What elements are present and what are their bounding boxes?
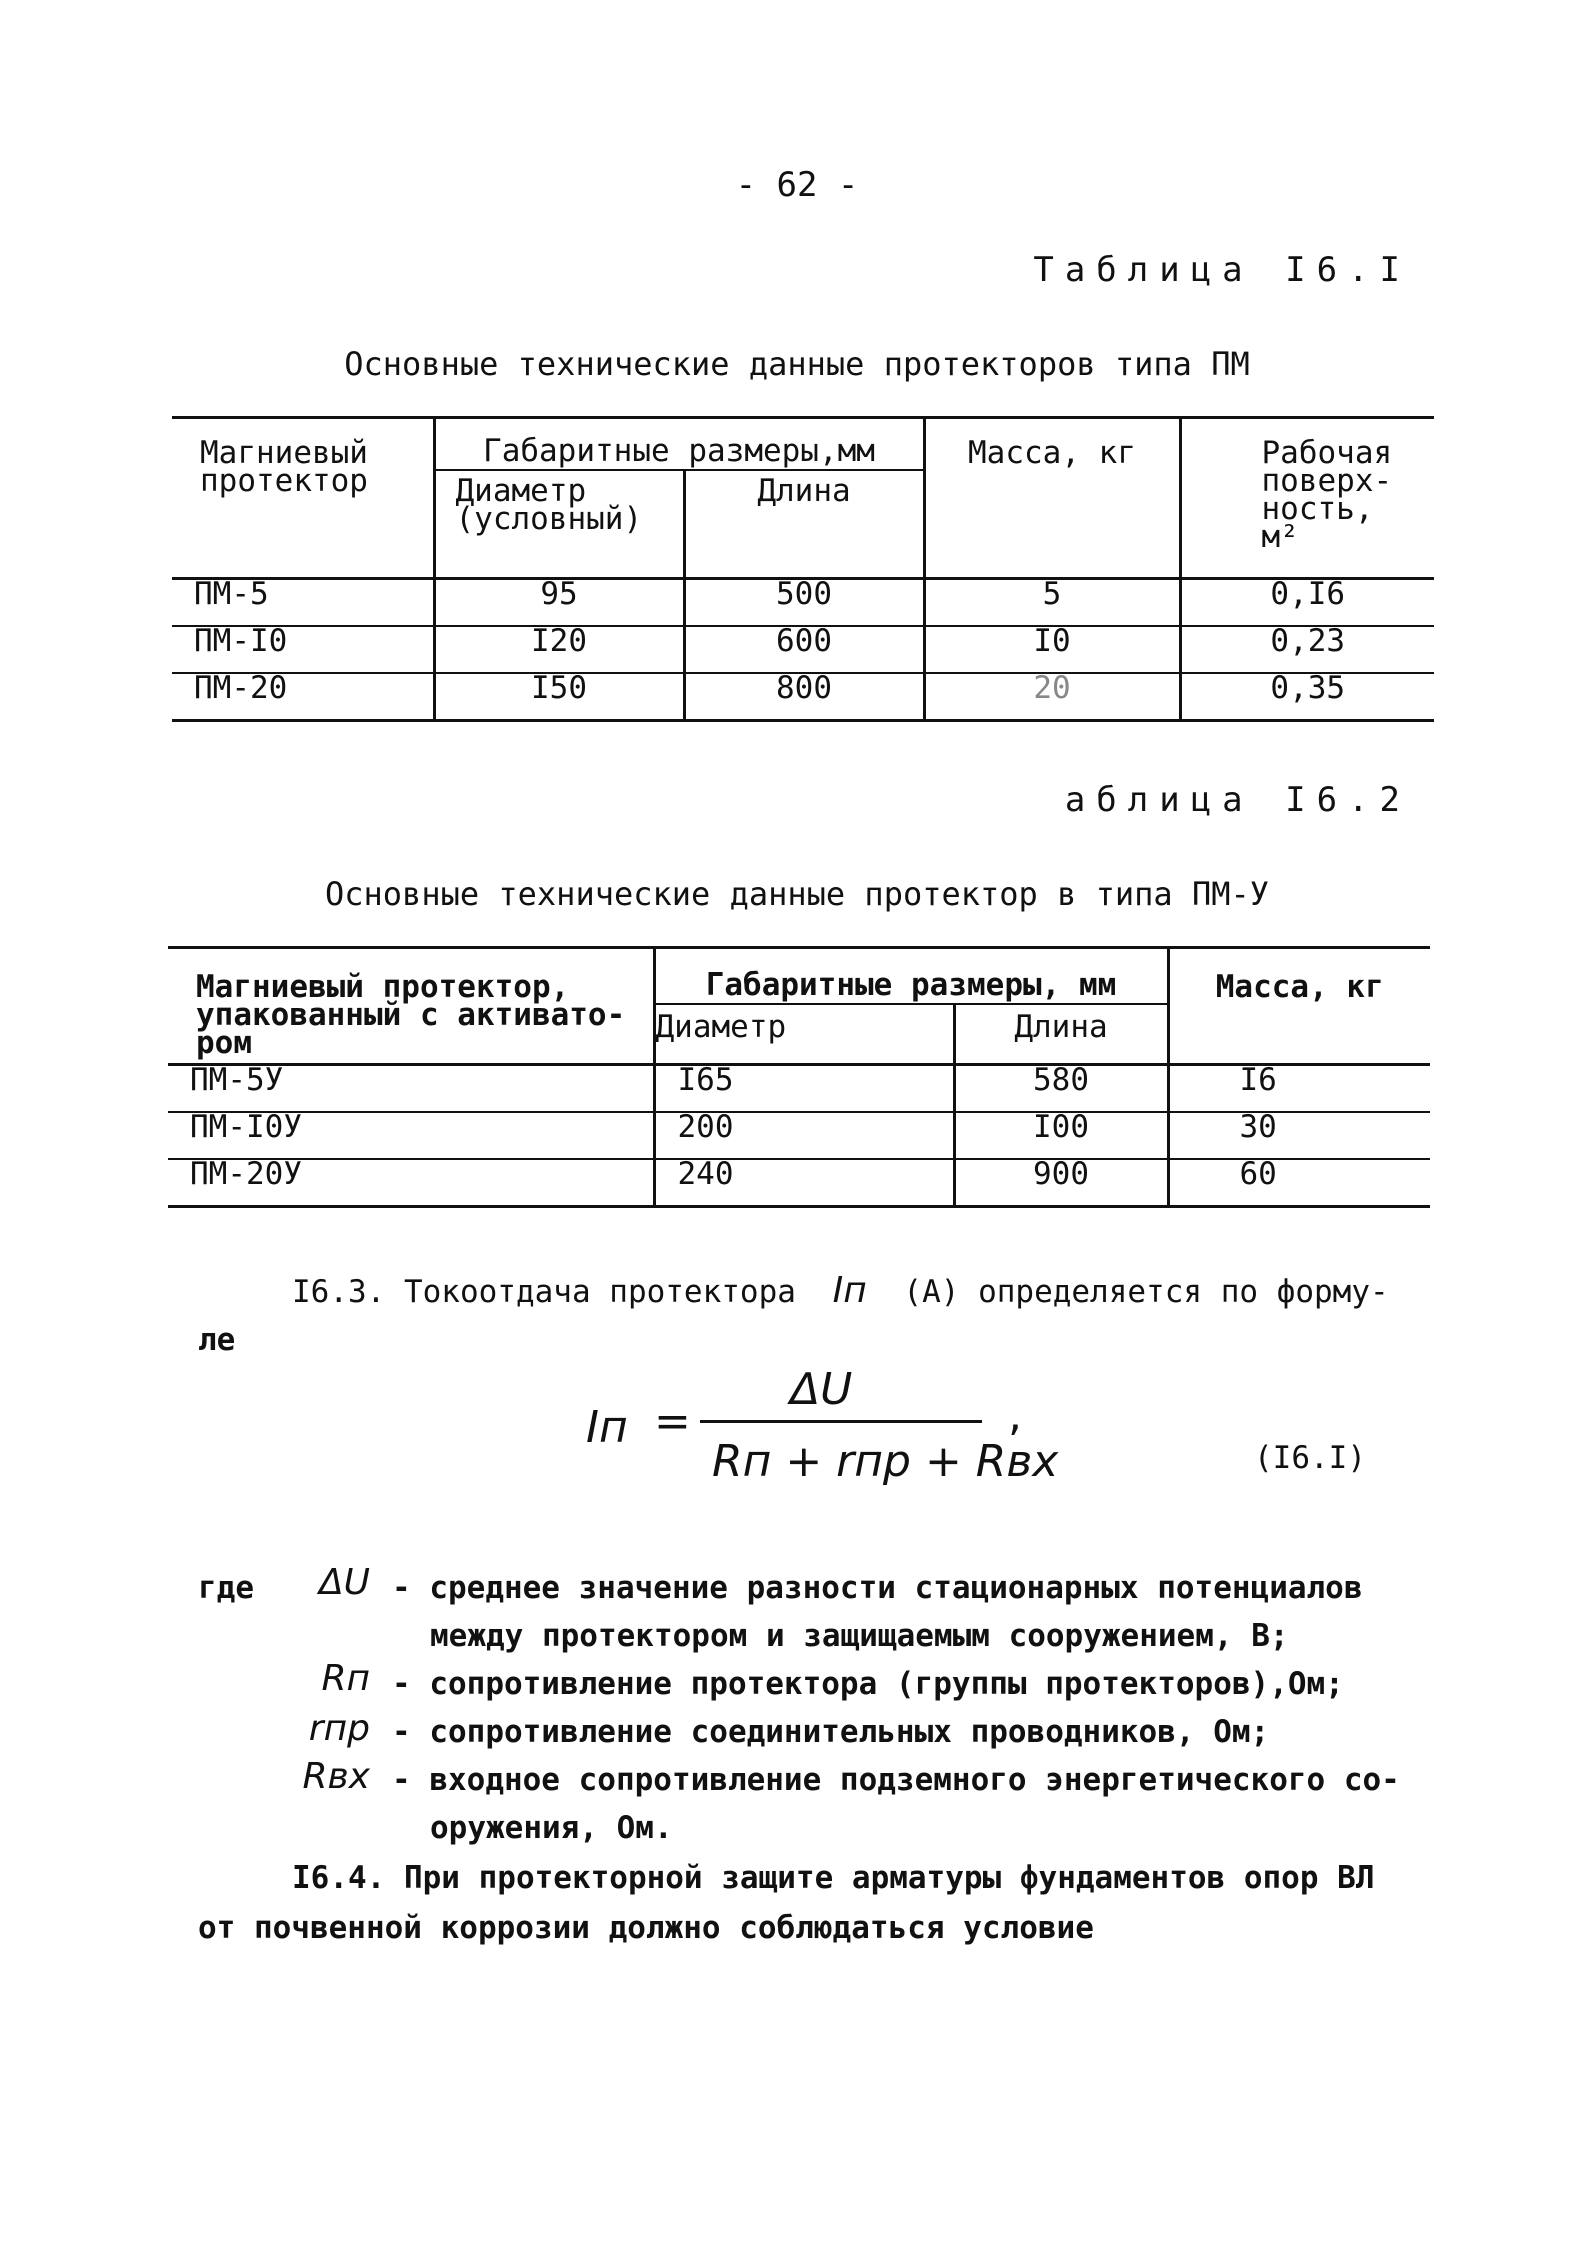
mass-cell: 60 (1168, 1159, 1430, 1207)
mass-cell: I6 (1168, 1065, 1430, 1113)
diameter-cell: 240 (654, 1159, 954, 1207)
legend-text-rp: - сопротивление протектора (группы протекторов),Ом; (392, 1666, 1344, 1702)
table-row (168, 1159, 1430, 1207)
mass-cell: 20 (924, 673, 1180, 721)
table-row (168, 1065, 1430, 1113)
legend-text-rvx: - входное сопротивление подземного энергетического со- (392, 1762, 1400, 1798)
legend-text-delta-u-cont: между протектором и защищаемым сооружением, В; (430, 1618, 1289, 1654)
length-cell: 500 (684, 579, 924, 627)
diameter-cell: I20 (434, 626, 684, 673)
formula-numerator: ΔU (790, 1364, 853, 1415)
current-symbol: Iп (832, 1270, 867, 1311)
mass-cell: I0 (924, 626, 1180, 673)
legend-symbol-rp: Rп (321, 1658, 370, 1699)
formula-equals: = (654, 1396, 691, 1447)
formula-number: (I6.I) (1254, 1440, 1366, 1476)
table1-header-dimensions: Габаритные размеры,мм (434, 418, 924, 471)
section-16-3-text: I6.3. Токоотдача протектора (292, 1274, 796, 1310)
protector-name: ПМ-5У (168, 1065, 654, 1113)
table-row (172, 626, 1434, 673)
diameter-cell: 200 (654, 1112, 954, 1159)
length-cell: I00 (954, 1112, 1168, 1159)
table2-caption: аблица I6.2 (1064, 780, 1411, 820)
table1-header-length: Длина (684, 470, 924, 579)
table1-header-surface: Рабочая поверх-ность, м² (1180, 418, 1434, 579)
protector-name: ПМ-5 (172, 579, 434, 627)
mass-cell: 5 (924, 579, 1180, 627)
mass-cell: 30 (1168, 1112, 1430, 1159)
table2 (168, 946, 1430, 1208)
length-cell: 580 (954, 1065, 1168, 1113)
length-cell: 900 (954, 1159, 1168, 1207)
legend-text-rpr: - сопротивление соединительных проводников, Ом; (392, 1714, 1270, 1750)
formula-fraction-bar (700, 1420, 982, 1423)
table1-header-diameter: Диаметр (условный) (434, 470, 684, 579)
legend-symbol-rvx: Rвх (302, 1756, 370, 1797)
surface-cell: 0,I6 (1180, 579, 1434, 627)
formula-comma: , (1008, 1390, 1022, 1441)
table-row (172, 579, 1434, 627)
table1-header-mass: Масса, кг (924, 418, 1180, 579)
surface-cell: 0,35 (1180, 673, 1434, 721)
length-cell: 800 (684, 673, 924, 721)
protector-name: ПМ-I0У (168, 1112, 654, 1159)
section-16-4-line2: от почвенной коррозии должно соблюдаться условие (198, 1910, 1094, 1946)
table2-header-protector: Магниевый протектор, упакованный с активато-ром (168, 948, 654, 1065)
protector-name: ПМ-I0 (172, 626, 434, 673)
table-row (172, 673, 1434, 721)
length-cell: 600 (684, 626, 924, 673)
legend-symbol-delta-u: ΔU (319, 1562, 370, 1603)
table2-header-mass: Масса, кг (1168, 948, 1430, 1065)
section-16-4-line1: I6.4. При протекторной защите арматуры фундаментов опор ВЛ (292, 1860, 1375, 1896)
table1-header-protector: Магниевый протектор (172, 418, 434, 579)
table2-header-diameter: Диаметр (654, 1004, 954, 1065)
section-16-3-line1 (292, 1270, 1389, 1311)
protector-name: ПМ-20 (172, 673, 434, 721)
page-number: - 62 - (735, 165, 859, 205)
formula-lhs: Iп (586, 1402, 628, 1453)
table1 (172, 416, 1434, 722)
surface-cell: 0,23 (1180, 626, 1434, 673)
legend-intro: где (198, 1570, 254, 1606)
table1-title: Основные технические данные протекторов типа ПМ (344, 345, 1250, 383)
table-row (168, 1112, 1430, 1159)
protector-name: ПМ-20У (168, 1159, 654, 1207)
diameter-cell: 95 (434, 579, 684, 627)
diameter-cell: I50 (434, 673, 684, 721)
section-16-3-line2: ле (198, 1322, 236, 1358)
legend-symbol-rpr: rпр (308, 1708, 370, 1749)
diameter-cell: I65 (654, 1065, 954, 1113)
formula-denominator: Rп + rпр + Rвх (712, 1436, 1059, 1487)
legend-text-delta-u: - среднее значение разности стационарных потенциалов (392, 1570, 1363, 1606)
table2-header-dimensions: Габаритные размеры, мм (654, 948, 1168, 1005)
legend-text-rvx-cont: оружения, Ом. (430, 1810, 673, 1846)
table2-title: Основные технические данные протектор в типа ПМ-У (324, 875, 1269, 913)
table1-caption: Таблица I6.I (1033, 250, 1411, 290)
table2-header-length: Длина (954, 1004, 1168, 1065)
section-16-3-text-end: (А) определяется по форму- (903, 1274, 1389, 1310)
